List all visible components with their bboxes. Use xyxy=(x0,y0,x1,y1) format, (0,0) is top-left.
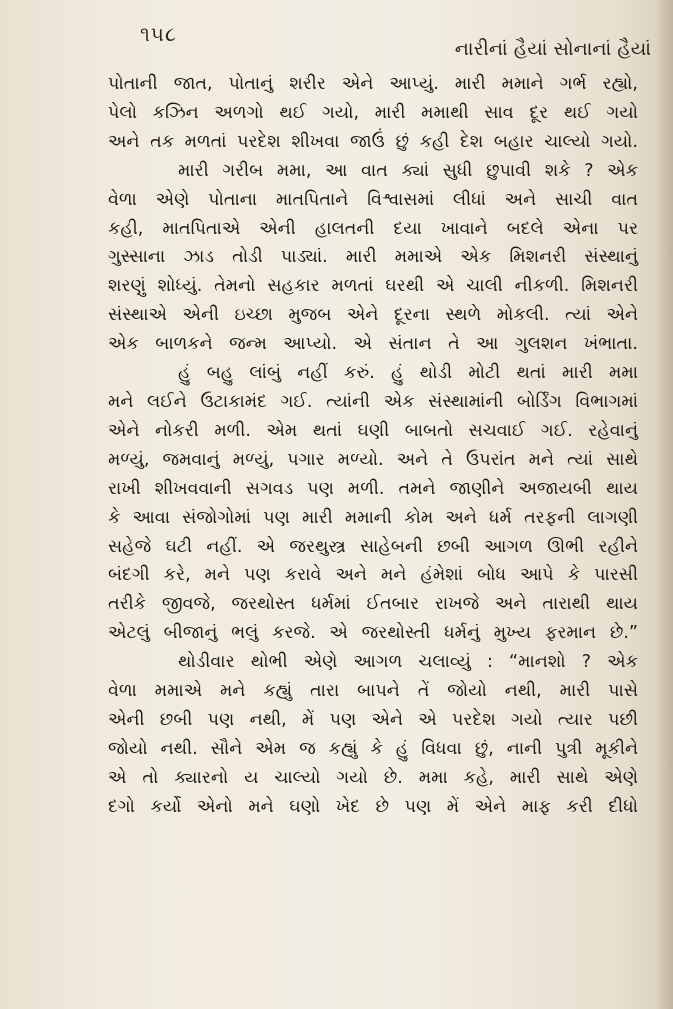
text-line: કહી, માતપિતાએ એની હાલતની દયા ખાવાને બદલે એના પર xyxy=(108,218,638,239)
text-line: વેળા એણે પોતાના માતપિતાને વિશ્વાસમાં લીધાં અને સાચી વાત xyxy=(108,189,638,210)
page-number: ૧૫૮ xyxy=(140,22,177,46)
text-line: રાખી શીખવવાની સગવડ પણ મળી. તમને જાણીને અજાયબી થાય xyxy=(108,478,638,499)
text-line: દગો કર્યો એનો મને ઘણો ખેદ છે પણ મેં એને માફ કરી દીધો xyxy=(108,796,638,817)
body-text xyxy=(108,70,638,822)
text-line: મળ્યું, જમવાનું મળ્યું, પગાર મળ્યો. અને તે ઉપરાંત મને ત્યાં સાથે xyxy=(108,449,638,470)
text-line: પેલો કઝિન અળગો થઈ ગયો, મારી મમાથી સાવ દૂર થઈ ગયો xyxy=(108,102,638,123)
text-line: એની છબી પણ નથી, મેં પણ એને એ પરદેશ ગયો ત્યાર પછી xyxy=(108,709,638,730)
page-header xyxy=(140,18,651,58)
running-title: નારીનાં હૈયાં સોનાનાં હૈયાં xyxy=(454,38,651,60)
text-line: મારી ગરીબ મમા, આ વાત ક્યાં સુધી છુપાવી શકે ? એક xyxy=(178,160,638,181)
text-line: અને તક મળતાં પરદેશ શીખવા જાઉં છું કહી દેશ બહાર ચાલ્યો ગયો. xyxy=(108,131,638,152)
text-line: એને નોકરી મળી. એમ થતાં ઘણી બાબતો સચવાઈ ગઈ. રહેવાનું xyxy=(108,420,638,441)
text-line: સહેજે ઘટી નહીં. એ જરથુસ્ત્ર સાહેબની છબી આગળ ઊભી રહીને xyxy=(108,536,638,557)
text-line: તરીકે જીવજે, જરથોસ્ત ધર્મમાં ઈતબાર રાખજે અને તારાથી થાય xyxy=(108,594,638,615)
text-line: કે આવા સંજોગોમાં પણ મારી મમાની કોમ અને ધર્મ તરફની લાગણી xyxy=(108,507,638,528)
text-line: જોયો નથી. સૌને એમ જ કહ્યું કે હું વિધવા છું, નાની પુત્રી મૂકીને xyxy=(108,738,638,759)
text-line: મને લઈને ઉટાકામંદ ગઈ. ત્યાંની એક સંસ્થામાંની બોર્ડિંગ વિભાગમાં xyxy=(108,391,638,412)
text-line: વેળા મમાએ મને કહ્યું તારા બાપને તેં જોયો નથી, મારી પાસે xyxy=(108,681,638,702)
text-line: બંદગી કરે, મને પણ કરાવે અને મને હંમેશાં બોધ આપે કે પારસી xyxy=(108,565,638,586)
text-line: સંસ્થાએ એની ઇચ્છા મુજબ એને દૂરના સ્થળે મોકલી. ત્યાં એને xyxy=(108,305,638,326)
text-line: એટલું બીજાનું ભલું કરજે. એ જરથોસ્તી ધર્મનું મુખ્ય ફરમાન છે.” xyxy=(108,623,638,644)
text-line: થોડીવાર થોભી એણે આગળ ચલાવ્યું : “માનશો ? એક xyxy=(178,652,638,673)
page-edge-shadow xyxy=(655,0,673,1009)
text-line: ગુસ્સાના ઝાડ તોડી પાડ્યાં. મારી મમાએ એક મિશનરી સંસ્થાનું xyxy=(108,247,638,268)
text-line: એક બાળકને જન્મ આપ્યો. એ સંતાન તે આ ગુલશન ખંભાતા. xyxy=(108,334,638,355)
text-line: હું બહુ લાંબું નહીં કરું. હું થોડી મોટી થતાં મારી મમા xyxy=(178,363,638,384)
text-line: શરણું શોધ્યું. તેમનો સહકાર મળતાં ઘરથી એ ચાલી નીકળી. મિશનરી xyxy=(108,276,638,297)
text-line: પોતાની જાત, પોતાનું શરીર એને આપ્યું. મારી મમાને ગર્ભ રહ્યો, xyxy=(108,74,638,94)
text-line: એ તો ક્યારનો ય ચાલ્યો ગયો છે. મમા કહે, મારી સાથે એણે xyxy=(108,767,638,788)
